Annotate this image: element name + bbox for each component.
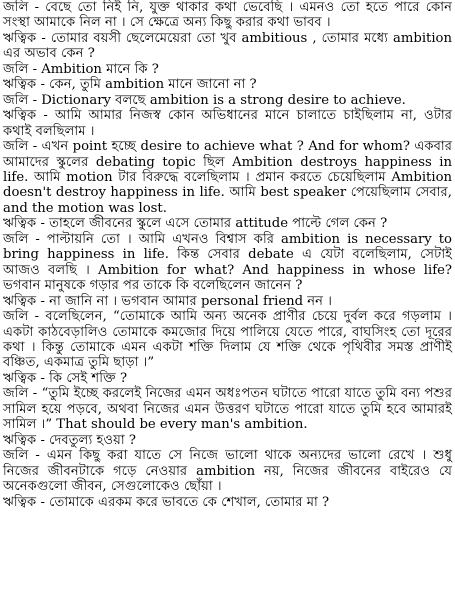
dialogue-line: ঋত্বিক - তোমাকে এরকম করে ভাবতে কে শেখাল, তোমার মা ? — [3, 494, 330, 510]
dialogue-line: জলি - এমন কিছু করা যাতে সে নিজে ভালো থাকে অন্যদের ভালো রেখে । শুধু নিজের জীবনটাকে গড়ে নেওয়ার ambition নয়, নিজের জীবনের বাইরেও যে অনেকগুলো জীবন, সেগুলোকেও ছোঁয়া । — [3, 448, 452, 495]
dialogue-line: জলি - এখন point হচ্ছে desire to achieve what ? And for whom? একবার আমাদের স্কুলের debating topic ছিল Ambition destroys happiness in life. আমি motion টার বিরুদ্ধে বলেছিলাম । প্রমান করতে চেয়েছিলাম Ambition doesn't destroy happiness in life. আমি best speaker পেয়েছিলাম সেবার, and the motion was lost. — [3, 139, 452, 216]
dialogue-line: জলি - Ambition মানে কি ? — [3, 61, 159, 77]
dialogue-line: ঋত্বিক - তাহলে জীবনের স্কুলে এসে তোমার attitude পাল্টে গেল কেন ? — [3, 216, 388, 232]
dialogue-line: জলি - “তুমি ইচ্ছে করলেই নিজের এমন অধঃপতন ঘটাতে পারো যাতে তুমি বন্য পশুর সামিল হয়ে পড়বে, অথবা নিজের এমন উত্তরণ ঘটাতে পারো যাতে তুমি হবে আমারই সামিল ।” That should be every man's ambition. — [3, 386, 452, 433]
dialogue-line: ঋত্বিক - দেবতুল্য হওয়া ? — [3, 432, 136, 448]
dialogue-line: জলি - পাল্টায়নি তো । আমি এখনও বিশ্বাস করি ambition is necessary to bring happiness in life. কিন্ত সেবার debate এ যেটা বলেছিলাম, সেটাই আজও বলছি । Ambition for what? And happiness in whose life? ভগবান মানুষকে গড়ার পর তাকে কি বলেছিলেন জানেন ? — [3, 231, 452, 294]
dialogue-line: ঋত্বিক - কেন, তুমি ambition মানে জানো না ? — [3, 77, 257, 93]
dialogue-line: ঋত্বিক - তোমার বয়সী ছেলেমেয়েরা তো খুব ambitious , তোমার মধ্যে ambition এর অভাব কেন ? — [3, 30, 452, 62]
dialogue-line: ঋত্বিক - না জানি না । ভগবান আমার personal friend নন । — [3, 293, 332, 309]
dialogue-line: জলি - বলেছিলেন, “তোমাকে আমি অন্য অনেক প্রাণীর চেয়ে দুর্বল করে গড়লাম । একটা কাঠবেড়ালিও তোমাকে কমজোর দিয়ে পালিয়ে যেতে পারে, বাঘসিংহ তো দূরের কথা । কিন্তু তোমাকে এমন একটা শক্তি দিলাম যে শক্তি থেকে পৃথিবীর সমস্ত প্রাণীই বঞ্চিত, একমাত্র তুমি ছাড়া ।” — [3, 309, 452, 371]
dialogue-line: ঋত্বিক - কি সেই শক্তি ? — [3, 370, 128, 386]
dialogue-line: ঋত্বিক - আমি আমার নিজস্ব কোন অভিধানের মানে চালাতে চাইছিলাম না, ওটার কথাই বলছিলাম । — [3, 108, 452, 139]
dialogue-line: জলি - Dictionary বলছে ambition is a strong desire to achieve. — [3, 92, 406, 108]
dialogue-line: জলি - বেছে তো নিই নি, যুক্ত থাকার কথা ভেবেছি । এমনও তো হতে পারে কোন সংস্থা আমাকে নিল না । সে ক্ষেত্রে অন্য কিছু করার কথা ভাবব । — [3, 0, 452, 31]
